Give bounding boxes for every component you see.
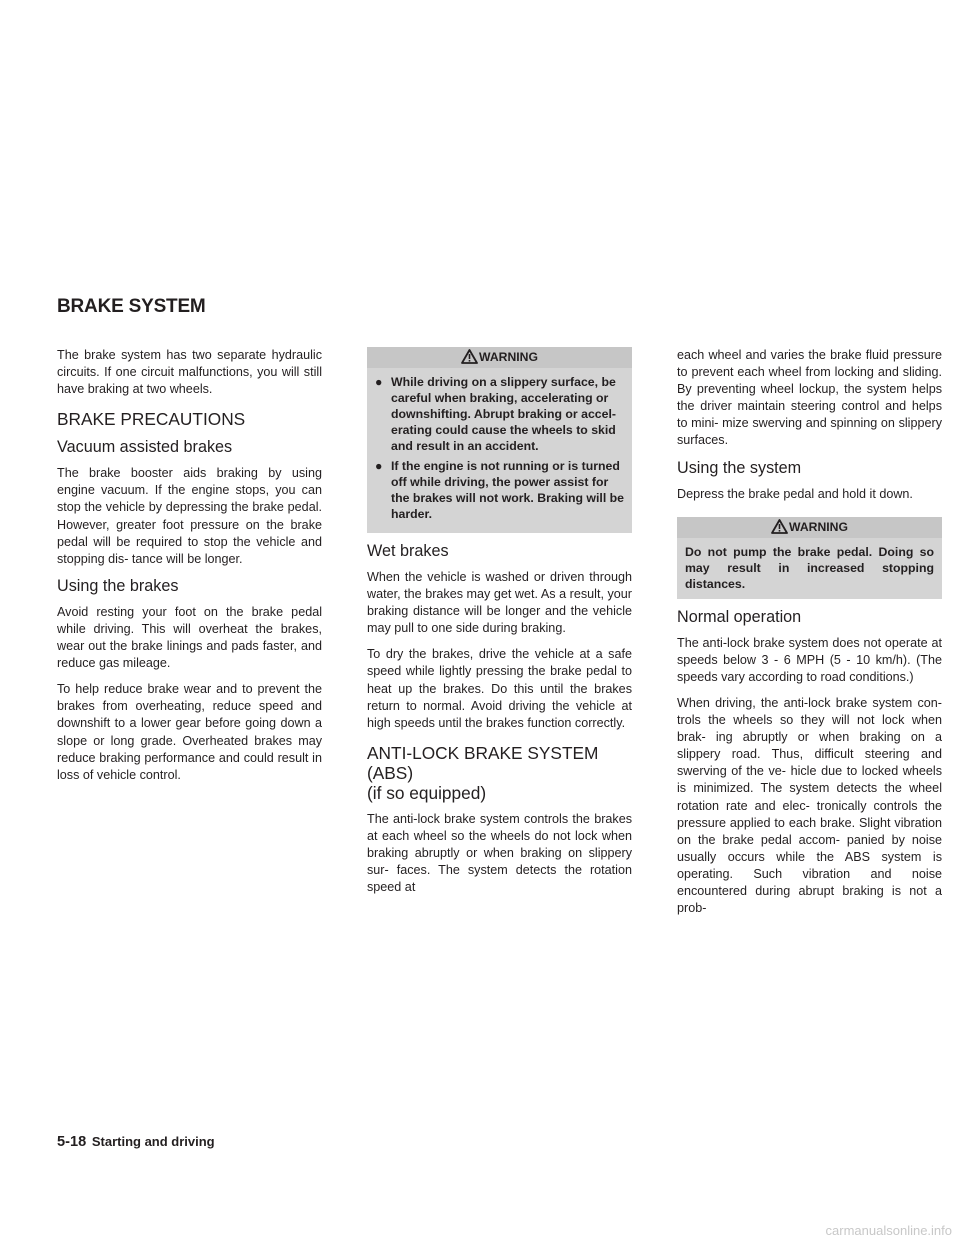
paragraph-abs-continued: each wheel and varies the brake fluid pressure to prevent each wheel from locking and sliding. By preventing wheel lockup, the system helps the driver maintain steering control and helps to mini- mize swerving and spinning on slippery surfaces. — [677, 348, 942, 448]
warning-text: Do not pump the brake pedal. Doing so may result in increased stopping distances. — [685, 544, 934, 591]
warning-triangle-icon — [771, 519, 788, 534]
heading-abs-line1: ANTI-LOCK BRAKE SYSTEM (ABS) — [367, 742, 599, 783]
intro-paragraph: The brake system has two separate hydraulic circuits. If one circuit malfunctions, you will still have braking at two wheels. — [57, 348, 322, 397]
warning-list — [367, 374, 632, 522]
page-number: 5-18 — [57, 1134, 87, 1150]
paragraph-normal-2: When driving, the anti-lock brake system con- trols the wheels so they will not lock when brak- ing abruptly or when braking on a slippery road. Thus, difficult steering and swerving of the ve- hicle due to locked wheels is minimized. The system detects the wheel rotation rate and elec- tronically controls the pressure applied to each brake. Slight vibration on the brake pedal accom- panied by noise usually occurs while the ABS system is operating. Such vibration and noise encountered during abrupt braking is not a prob- — [677, 695, 942, 916]
watermark: carmanualsonline.info — [825, 1223, 952, 1238]
paragraph-abs: The anti-lock brake system controls the brakes at each wheel so the wheels do not lock when braking abruptly or when braking on slippery sur- faces. The system detects the rotation speed at — [367, 811, 632, 895]
heading-using-the-system: Using the system — [677, 458, 802, 477]
column-right — [677, 347, 942, 926]
warning-label: WARNING — [479, 350, 538, 364]
warning-item — [375, 458, 624, 522]
warning-header — [677, 517, 942, 538]
warning-item — [375, 374, 624, 454]
warning-header — [367, 347, 632, 368]
heading-abs-line2: (if so equipped) — [367, 782, 487, 803]
paragraph-wet-2: To dry the brakes, drive the vehicle at a safe speed while lightly pressing the brake pedal to heat up the brakes. Do this until the brakes return to normal. Avoid driving the vehicle at high speeds until the brakes function correctly. — [367, 647, 632, 730]
page-footer — [57, 1134, 215, 1150]
paragraph-using-system: Depress the brake pedal and hold it down. — [677, 486, 913, 501]
column-middle — [367, 347, 632, 905]
section-title: BRAKE SYSTEM — [57, 296, 206, 317]
column-left — [57, 347, 322, 793]
heading-using-the-brakes: Using the brakes — [57, 576, 179, 595]
warning-triangle-icon — [461, 349, 478, 364]
warning-label: WARNING — [789, 519, 848, 534]
paragraph-normal-1: The anti-lock brake system does not operate at speeds below 3 - 6 MPH (5 - 10 km/h). (The speeds vary according to road conditions.) — [677, 635, 942, 684]
bullet-icon: ● — [375, 459, 383, 473]
paragraph-wet-1: When the vehicle is washed or driven through water, the brakes may get wet. As a result, your braking distance will be longer and the vehicle may pull to one side during braking. — [367, 570, 632, 636]
heading-vacuum-assisted-brakes: Vacuum assisted brakes — [57, 438, 233, 457]
paragraph-using-brakes-2: To help reduce brake wear and to prevent the brakes from overheating, reduce speed and downshift to a lower gear before going down a slope or long grade. Overheated brakes may reduce braking performance and could result in loss of vehicle control. — [57, 682, 322, 782]
paragraph-vacuum: The brake booster aids braking by using engine vacuum. If the engine stops, you can stop the vehicle by depressing the brake pedal. However, greater foot pressure on the brake pedal will be required to stop the vehicle and stopping dis- tance will be longer. — [57, 466, 322, 566]
heading-brake-precautions: BRAKE PRECAUTIONS — [57, 409, 246, 430]
heading-abs — [367, 743, 632, 803]
chapter-name: Starting and driving — [91, 1134, 215, 1149]
bullet-icon: ● — [375, 375, 383, 389]
warning-box-slippery — [367, 347, 632, 533]
paragraph-using-brakes-1: Avoid resting your foot on the brake pedal while driving. This will overheat the brakes, wear out the brake linings and pads faster, and reduce gas mileage. — [57, 604, 322, 671]
heading-wet-brakes: Wet brakes — [367, 542, 449, 560]
heading-normal-operation: Normal operation — [677, 607, 802, 626]
warning-item-text: While driving on a slippery surface, be careful when braking, accelerating or downshifting. Abrupt braking or accel- erating could cause the wheels to skid and result in an accident. — [391, 375, 616, 453]
warning-item-text: If the engine is not running or is turned off while driving, the power assist for the brakes will not work. Braking will be harder. — [391, 459, 625, 521]
warning-box-pump — [677, 517, 942, 599]
